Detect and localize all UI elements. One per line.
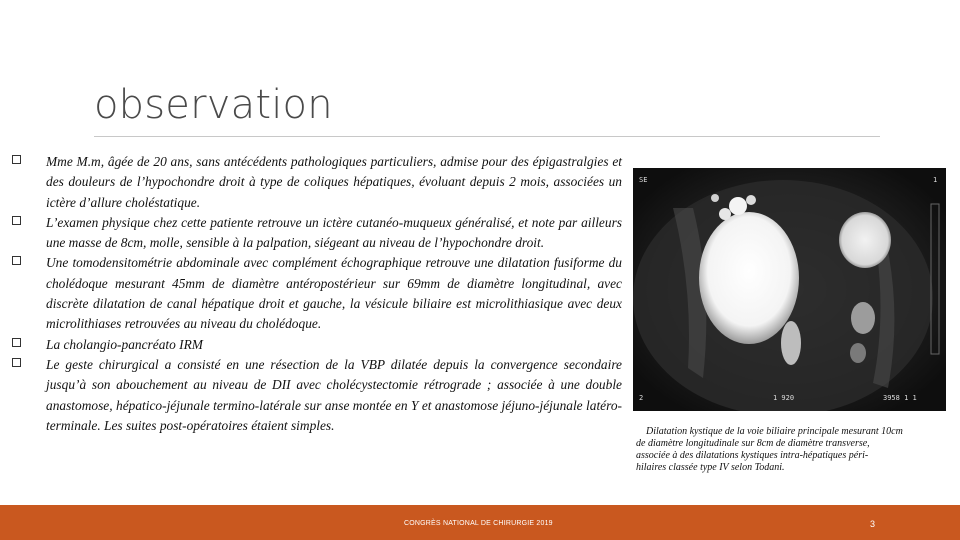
bullet-text: Le geste chirurgical a consisté en une résection de la VBP dilatée depuis la convergence secondaire jusqu’à son abouchement au niveau de DII avec cholécystectomie rétrograde ; associée à une double anastomose, hépatico-jéjunale termino-latérale sur anse montée en Y et anastomose jéjuno-jéjunale latéro-terminale. Les suites post-opératoires étaient simples. [46,356,622,433]
bullet-text: Une tomodensitométrie abdominale avec complément échographique retrouve une dilatation fusiforme du cholédoque mesurant 45mm de diamètre antéropostérieur sur 69mm de diamètre longitudinal, avec discrète dilatation de canal hépatique droit et gauche, la vésicule biliaire est microlithiasique avec deux microlithiases retrouvées au niveau du cholédoque. [46,255,622,332]
bullet-item [12,355,622,436]
caption-line: Dilatation kystique de la voie biliaire principale mesurant 10cm [646,426,903,437]
mri-overlay-top-left: SE [639,176,648,184]
checkbox-bullet-icon [12,256,21,265]
bullet-text: Mme M.m, âgée de 20 ans, sans antécédents pathologiques particuliers, admise pour des épigastralgies et des douleurs de l’hypochondre droit à type de coliques hépatiques, évoluant depuis 2 mois, associées un ictère d’allure choléstatique. [46,154,622,210]
caption-line: associée à des dilatations kystiques intra-hépatiques péri- [636,450,869,461]
footer-bar [0,505,960,540]
checkbox-bullet-icon [12,358,21,367]
mri-image [633,168,946,411]
bullet-item [12,213,622,254]
bullet-text: L’examen physique chez cette patiente retrouve un ictère cutanéo-muqueux généralisé, et note par ailleurs une masse de 8cm, molle, sensible à la palpation, siégeant au niveau de l’hypochondre droit. [46,214,622,251]
bullet-item [12,335,622,355]
mri-overlay-right-top: 1 [933,176,938,184]
page-number: 3 [870,519,876,529]
image-caption [636,426,956,474]
caption-line: hilaires classée type IV selon Todani. [636,462,785,473]
mri-overlay-bottom-left: 2 [639,394,644,402]
mri-scan-graphic [633,168,946,411]
bullet-text: La cholangio-pancréato IRM [46,336,203,352]
checkbox-bullet-icon [12,216,21,225]
bullet-list [12,152,622,436]
slide-title: observation [94,82,333,128]
checkbox-bullet-icon [12,155,21,164]
bullet-item [12,152,622,213]
mri-overlay-bottom-center: 1 920 [773,394,795,402]
caption-line: de diamètre longitudinale sur 8cm de diamètre transverse, [636,438,870,449]
bullet-item [12,253,622,334]
checkbox-bullet-icon [12,338,21,347]
mri-overlay-bottom-right: 3958 1 1 [883,394,917,402]
title-divider [94,136,880,137]
footer-text: CONGRÈS NATIONAL DE CHIRURGIE 2019 [404,520,553,527]
